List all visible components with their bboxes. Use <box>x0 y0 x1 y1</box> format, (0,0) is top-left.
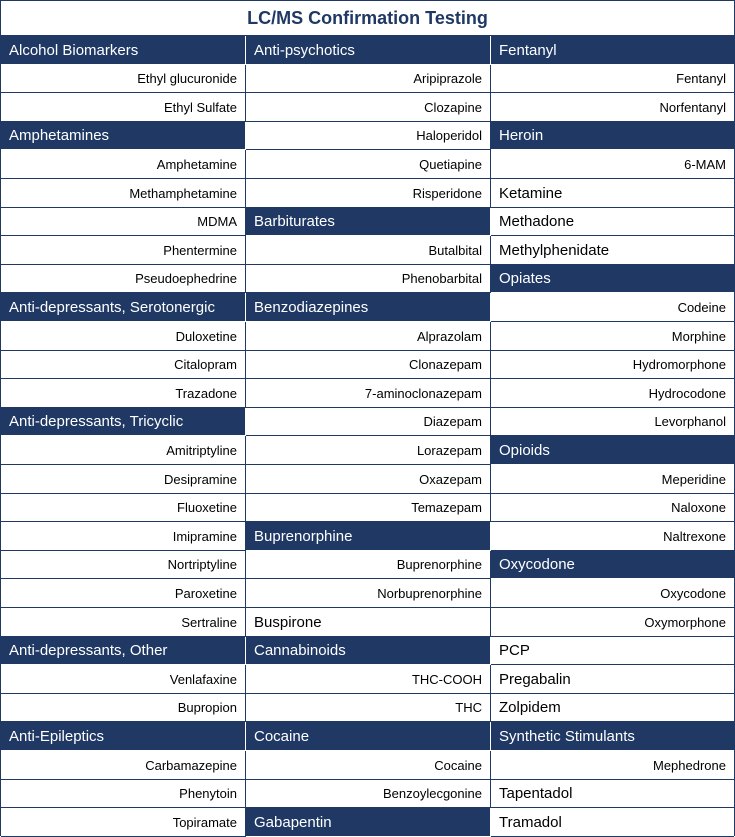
drug-item: Pseudoephedrine <box>1 265 246 293</box>
drug-item: Venlafaxine <box>1 665 246 694</box>
category-header: Cannabinoids <box>246 637 491 665</box>
drug-item: Oxycodone <box>491 579 734 608</box>
drug-item: Clonazepam <box>246 351 491 379</box>
drug-item: Haloperidol <box>246 122 491 150</box>
drug-item: Tapentadol <box>491 780 734 808</box>
drug-item: Meperidine <box>491 465 734 494</box>
drug-item: Quetiapine <box>246 150 491 179</box>
category-header: Anti-psychotics <box>246 36 491 65</box>
drug-item: Amitriptyline <box>1 436 246 465</box>
drug-item: Mephedrone <box>491 751 734 780</box>
category-header: Buprenorphine <box>246 522 491 551</box>
category-header: Anti-depressants, Serotonergic <box>1 293 246 322</box>
category-header: Anti-depressants, Tricyclic <box>1 408 246 436</box>
drug-item: Benzoylecgonine <box>246 780 491 808</box>
drug-item: Buprenorphine <box>246 551 491 579</box>
drug-item: Norbuprenorphine <box>246 579 491 608</box>
drug-item: Clozapine <box>246 93 491 122</box>
drug-item: Naltrexone <box>491 522 734 551</box>
drug-item: Methamphetamine <box>1 179 246 208</box>
drug-item: Oxazepam <box>246 465 491 494</box>
drug-item: Carbamazepine <box>1 751 246 780</box>
drug-item: Alprazolam <box>246 322 491 351</box>
drug-item: Temazepam <box>246 494 491 522</box>
drug-item: Fentanyl <box>491 65 734 93</box>
drug-item: Methadone <box>491 208 734 236</box>
drug-item: Phenobarbital <box>246 265 491 293</box>
drug-item: THC <box>246 694 491 722</box>
drug-item: Morphine <box>491 322 734 351</box>
drug-item: Hydrocodone <box>491 379 734 408</box>
drug-item: Sertraline <box>1 608 246 637</box>
drug-item: Risperidone <box>246 179 491 208</box>
drug-item: 6-MAM <box>491 150 734 179</box>
drug-item: Zolpidem <box>491 694 734 722</box>
category-header: Opioids <box>491 436 734 465</box>
drug-item: Imipramine <box>1 522 246 551</box>
drug-item: 7-aminoclonazepam <box>246 379 491 408</box>
drug-item: Topiramate <box>1 808 246 837</box>
drug-item: Phenytoin <box>1 780 246 808</box>
category-header: Benzodiazepines <box>246 293 491 322</box>
drug-item: MDMA <box>1 208 246 236</box>
category-header: Oxycodone <box>491 551 734 579</box>
drug-item: Methylphenidate <box>491 236 734 265</box>
category-header: Anti-depressants, Other <box>1 637 246 665</box>
drug-item: Amphetamine <box>1 150 246 179</box>
drug-item: Naloxone <box>491 494 734 522</box>
drug-item: Citalopram <box>1 351 246 379</box>
drug-item: Ethyl glucuronide <box>1 65 246 93</box>
category-header: Alcohol Biomarkers <box>1 36 246 65</box>
page-title: LC/MS Confirmation Testing <box>247 8 488 28</box>
drug-item: Hydromorphone <box>491 351 734 379</box>
category-header: Amphetamines <box>1 122 246 150</box>
drug-item: Butalbital <box>246 236 491 265</box>
drug-item: Norfentanyl <box>491 93 734 122</box>
drug-item: Pregabalin <box>491 665 734 694</box>
drug-item: Desipramine <box>1 465 246 494</box>
category-header: Anti-Epileptics <box>1 722 246 751</box>
drug-item: Duloxetine <box>1 322 246 351</box>
drug-item: Aripiprazole <box>246 65 491 93</box>
drug-item: Ketamine <box>491 179 734 208</box>
drug-item: Fluoxetine <box>1 494 246 522</box>
category-header: Opiates <box>491 265 734 293</box>
category-header: Cocaine <box>246 722 491 751</box>
drug-item: Bupropion <box>1 694 246 722</box>
category-header: Heroin <box>491 122 734 150</box>
drug-item: PCP <box>491 637 734 665</box>
drug-item: Levorphanol <box>491 408 734 436</box>
category-header: Synthetic Stimulants <box>491 722 734 751</box>
drug-item: Ethyl Sulfate <box>1 93 246 122</box>
drug-item: Codeine <box>491 293 734 322</box>
drug-item: Paroxetine <box>1 579 246 608</box>
drug-item: Lorazepam <box>246 436 491 465</box>
category-header: Gabapentin <box>246 808 491 837</box>
drug-item: Trazadone <box>1 379 246 408</box>
drug-item: Oxymorphone <box>491 608 734 637</box>
drug-item: Cocaine <box>246 751 491 780</box>
drug-item: Buspirone <box>246 608 491 637</box>
drug-item: Phentermine <box>1 236 246 265</box>
category-header: Fentanyl <box>491 36 734 65</box>
drug-item: THC-COOH <box>246 665 491 694</box>
drug-item: Diazepam <box>246 408 491 436</box>
category-header: Barbiturates <box>246 208 491 236</box>
drug-item: Nortriptyline <box>1 551 246 579</box>
drug-item: Tramadol <box>491 808 734 837</box>
